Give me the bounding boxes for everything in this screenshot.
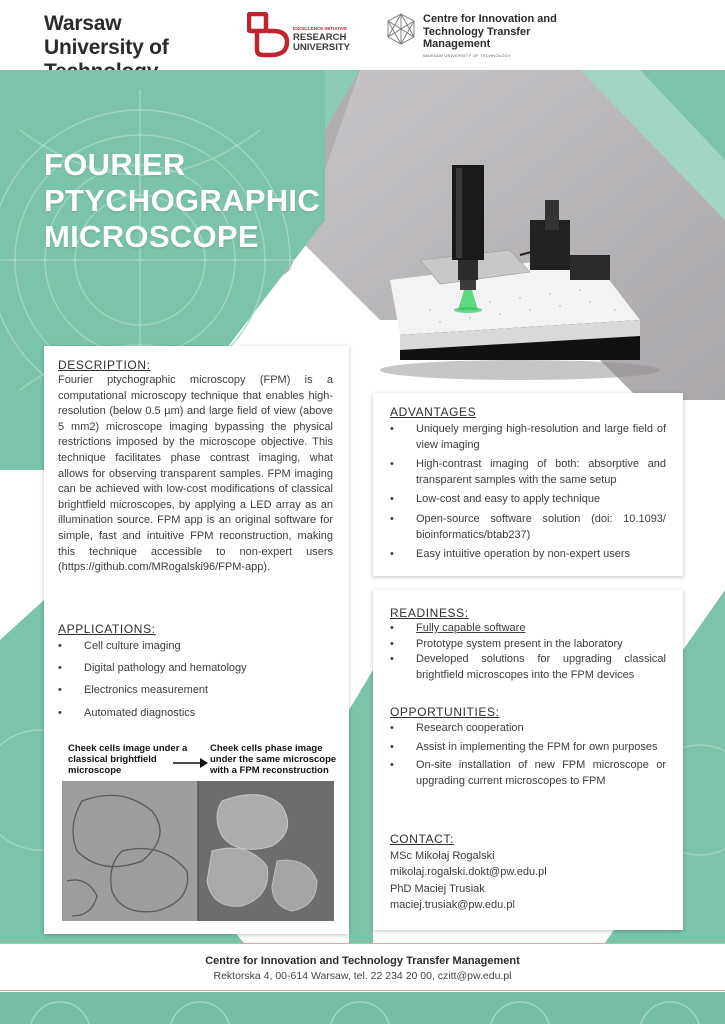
applications-section <box>58 622 333 728</box>
list-item-text: Easy intuitive operation by non-expert users <box>416 548 631 561</box>
contact-email-link[interactable]: mikolaj.rogalski.dokt@pw.edu.pl <box>390 866 547 879</box>
header <box>0 0 725 70</box>
contact-email-link[interactable]: maciej.trusiak@pw.edu.pl <box>390 899 515 912</box>
list-item-text: Digital pathology and hematology <box>84 662 247 675</box>
list-item <box>390 512 666 543</box>
bullet-icon: • <box>390 722 394 734</box>
list-item-text: Open-source software solution (doi: 10.1093/ bioinformatics/btab237) <box>416 512 666 541</box>
figure-caption-right: Cheek cells phase image under the same microscope with a FPM reconstruction <box>210 743 337 776</box>
arrow-right-icon <box>172 757 208 769</box>
bullet-icon: • <box>58 684 62 697</box>
bottom-pattern <box>0 992 725 1024</box>
applications-heading: APPLICATIONS: <box>58 622 156 636</box>
footer-organization: Centre for Innovation and Technology Transfer Management <box>205 955 520 967</box>
list-item-text: Automated diagnostics <box>84 706 196 719</box>
description-text: Fourier ptychographic microscopy (FPM) is a computational microscopy technique that enables high-resolution (below 0.5 µm) and large field of view (above 5 mm2) microscope imaging bypassing the physical restrictions imposed by the microscope objective. This technique facilitates phase contrast imaging, what allows for observing transparent samples. FPM imaging can be achieved with low-cost modifications of classical brightfield microscopes, by applying a LED array as an illumination source. FPM app is an original software for simple, fast and intuitive FPM reconstruction, making this technique accessible to non-expert users (https://github.com/MRogalski96/FPM-app). <box>58 374 333 574</box>
excellence-logo-small-text: EXCELLENCE INITIATIVE <box>293 26 348 31</box>
list-item <box>58 706 333 722</box>
list-item <box>390 422 666 453</box>
bullet-icon: • <box>58 640 62 652</box>
bullet-icon: • <box>390 493 394 506</box>
footer <box>0 943 725 991</box>
list-item <box>390 492 666 508</box>
description-section <box>58 358 333 576</box>
contact-section <box>390 832 666 914</box>
bottom-decoration <box>0 992 725 1024</box>
advantages-heading: ADVANTAGES <box>390 405 477 419</box>
list-item-text: Developed solutions for upgrading classical brightfield microscopes into the FPM devices <box>416 653 666 681</box>
advantages-list <box>390 422 666 563</box>
excellence-logo <box>247 12 352 58</box>
bullet-icon: • <box>390 512 394 525</box>
left-panel <box>44 346 349 934</box>
footer-address: Rektorska 4, 00-614 Warsaw, tel. 22 234 20 00, czitt@pw.edu.pl <box>213 970 512 982</box>
cheek-cells-figure <box>62 743 337 923</box>
list-item <box>390 457 666 488</box>
centre-logo-text: Centre for Innovation and Technology Transfer Management <box>423 13 557 50</box>
contact-name: MSc Mikołaj Rogalski <box>390 850 495 862</box>
list-item-text: Prototype system present in the laboratory <box>416 637 623 650</box>
excellence-logo-big-text: RESEARCH UNIVERSITY <box>293 32 351 53</box>
bullet-icon: • <box>390 637 394 650</box>
bullet-icon: • <box>390 423 394 435</box>
opportunities-heading: OPPORTUNITIES: <box>390 705 500 719</box>
list-item <box>390 721 666 737</box>
microscope-image <box>370 160 670 390</box>
centre-logo <box>385 12 585 62</box>
opportunities-list <box>390 721 666 789</box>
bullet-icon: • <box>58 662 62 675</box>
bullet-icon: • <box>390 458 394 471</box>
list-item-text: Fully capable software <box>416 622 526 634</box>
list-item-text: On-site installation of new FPM microscope or upgrading current microscopes to FPM <box>416 759 666 787</box>
bullet-icon: • <box>58 706 62 719</box>
cheek-cells-image <box>62 781 334 921</box>
readiness-section <box>390 606 666 683</box>
list-item <box>390 621 666 637</box>
bullet-icon: • <box>390 740 394 753</box>
bullet-icon: • <box>390 622 394 634</box>
contact-name: PhD Maciej Trusiak <box>390 882 485 895</box>
readiness-heading: READINESS: <box>390 606 469 620</box>
centre-network-icon <box>385 12 417 46</box>
list-item-text: Uniquely merging high-resolution and large field of view imaging <box>416 423 666 451</box>
list-item-text: Low-cost and easy to apply technique <box>416 493 601 506</box>
figure-caption-left: Cheek cells image under a classical brightfield microscope <box>68 743 188 776</box>
readiness-panel <box>373 590 683 930</box>
list-item <box>58 661 333 677</box>
advantages-section <box>390 405 666 567</box>
list-item-text: Electronics measurement <box>84 684 209 697</box>
bullet-icon: • <box>390 653 394 666</box>
bullet-icon: • <box>390 759 394 772</box>
description-heading: DESCRIPTION: <box>58 358 151 372</box>
page-title: FOURIER PTYCHOGRAPHIC MICROSCOPE <box>44 147 321 254</box>
bullet-icon: • <box>390 548 394 561</box>
list-item <box>390 740 666 756</box>
list-item-text: Cell culture imaging <box>84 640 181 652</box>
list-item <box>58 683 333 699</box>
readiness-list <box>390 621 666 683</box>
list-item-text: Assist in implementing the FPM for own purposes <box>416 740 658 753</box>
university-logo: Warsaw University of <box>44 12 169 59</box>
list-item-text: Research cooperation <box>416 722 524 734</box>
contact-heading: CONTACT: <box>390 832 454 846</box>
centre-logo-subtext: WARSAW UNIVERSITY OF TECHNOLOGY <box>423 53 512 58</box>
list-item <box>390 758 666 789</box>
list-item-text: High-contrast imaging of both: absorptive and transparent samples with the same setup <box>416 458 666 486</box>
applications-list <box>58 639 333 721</box>
advantages-panel <box>373 393 683 576</box>
list-item <box>390 637 666 653</box>
excellence-logo-icon <box>247 12 291 58</box>
list-item <box>390 547 666 563</box>
list-item <box>390 652 666 683</box>
opportunities-section <box>390 705 666 792</box>
list-item <box>58 639 333 655</box>
